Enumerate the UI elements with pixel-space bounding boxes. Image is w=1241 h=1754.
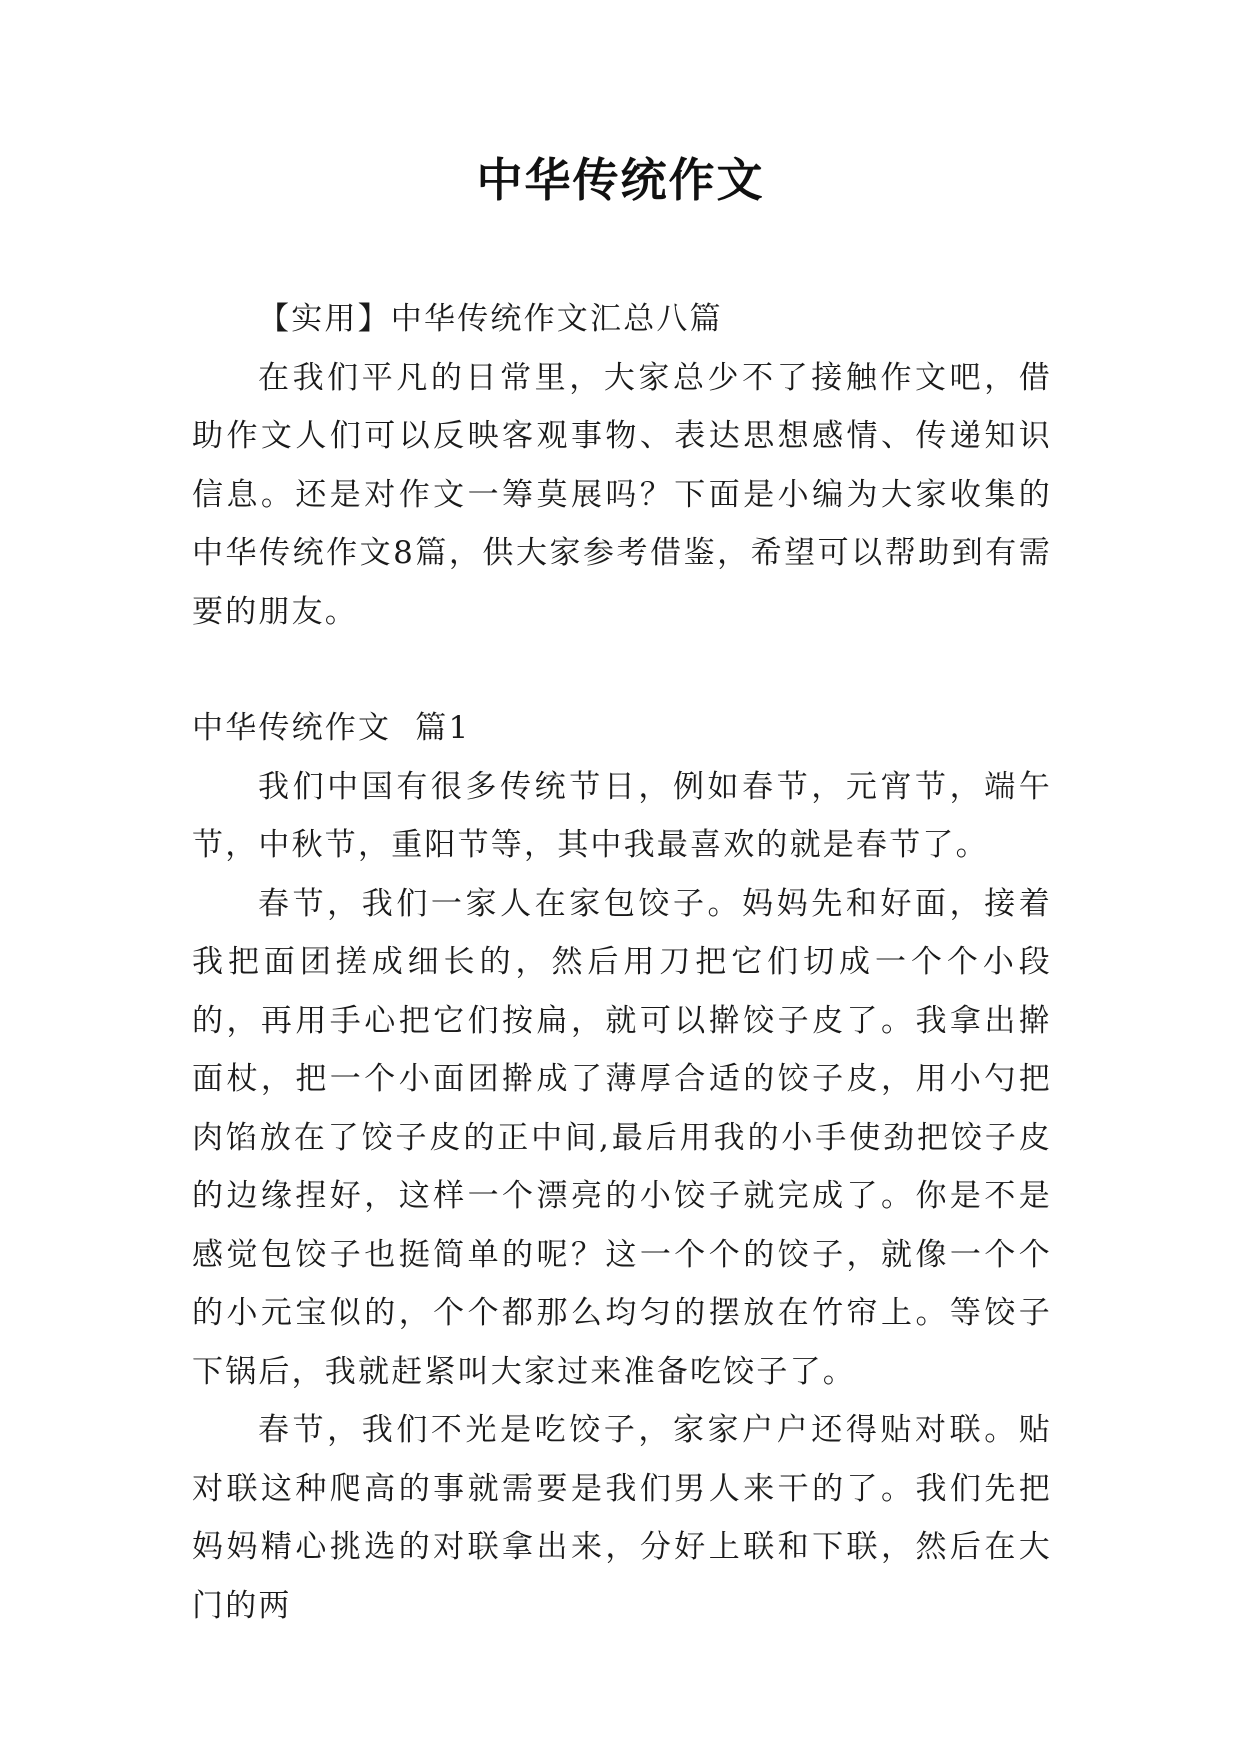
section-spacer <box>192 641 1052 699</box>
document-body <box>192 290 1052 1635</box>
document-title: 中华传统作文 <box>476 153 765 207</box>
body-paragraph: 春节，我们一家人在家包饺子。妈妈先和好面，接着我把面团搓成细长的，然后用刀把它们切成一个个小段的，再用手心把它们按扁，就可以擀饺子皮了。我拿出擀面杖，把一个小面团擀成了薄厚合适的饺子皮，用小勺把肉馅放在了饺子皮的正中间,最后用我的小手使劲把饺子皮的边缘捏好，这样一个漂亮的小饺子就完成了。你是不是感觉包饺子也挺简单的呢？这一个个的饺子，就像一个个的小元宝似的，个个都那么均匀的摆放在竹帘上。等饺子下锅后，我就赶紧叫大家过来准备吃饺子了。 <box>192 885 1052 1390</box>
document-subtitle: 【实用】中华传统作文汇总八篇 <box>258 301 723 337</box>
intro-paragraph: 在我们平凡的日常里，大家总少不了接触作文吧，借助作文人们可以反映客观事物、表达思想感情、传递知识信息。还是对作文一筹莫展吗？下面是小编为大家收集的中华传统作文8篇，供大家参考借鉴，希望可以帮助到有需要的朋友。 <box>192 359 1052 630</box>
section-heading: 中华传统作文 篇1 <box>192 710 471 746</box>
body-paragraph: 春节，我们不光是吃饺子，家家户户还得贴对联。贴对联这种爬高的事就需要是我们男人来干的了。我们先把妈妈精心挑选的对联拿出来，分好上联和下联，然后在大门的两 <box>192 1412 1052 1624</box>
body-paragraph: 我们中国有很多传统节日，例如春节，元宵节，端午节，中秋节，重阳节等，其中我最喜欢的就是春节了。 <box>192 768 1052 863</box>
